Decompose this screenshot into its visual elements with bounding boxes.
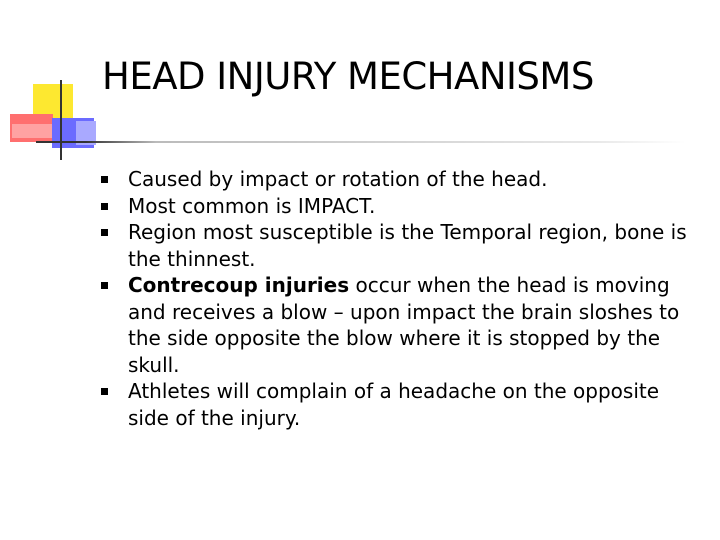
bullet-item — [128, 166, 698, 193]
vertical-rule — [60, 80, 62, 160]
square-bullet-icon — [101, 388, 108, 395]
bullet-text — [128, 273, 679, 377]
bullet-item — [128, 378, 698, 431]
bullet-item — [128, 272, 698, 378]
square-bullet-icon — [101, 176, 108, 183]
bullet-text-rest: occur when the head is moving and receives a blow – upon impact the brain sloshes to the side opposite the blow where it is stopped by the skull. — [128, 273, 680, 377]
square-bullet-icon — [101, 203, 108, 210]
bullet-item — [128, 193, 698, 220]
bullet-item — [128, 219, 698, 272]
bullet-list — [128, 166, 698, 431]
bullet-text: Region most susceptible is the Temporal region, bone is the thinnest. — [128, 220, 687, 271]
slide-title: HEAD INJURY MECHANISMS — [102, 55, 594, 98]
title-underline-rule — [36, 141, 686, 143]
bullet-text: Most common is IMPACT. — [128, 193, 376, 218]
square-bullet-icon — [101, 282, 108, 289]
bullet-text: Caused by impact or rotation of the head. — [128, 167, 548, 191]
red-square-highlight — [12, 124, 52, 138]
bullet-text: Athletes will complain of a headache on the opposite side of the injury. — [128, 379, 660, 430]
square-bullet-icon — [101, 229, 108, 236]
bullet-emphasis: Contrecoup injuries — [128, 273, 350, 297]
